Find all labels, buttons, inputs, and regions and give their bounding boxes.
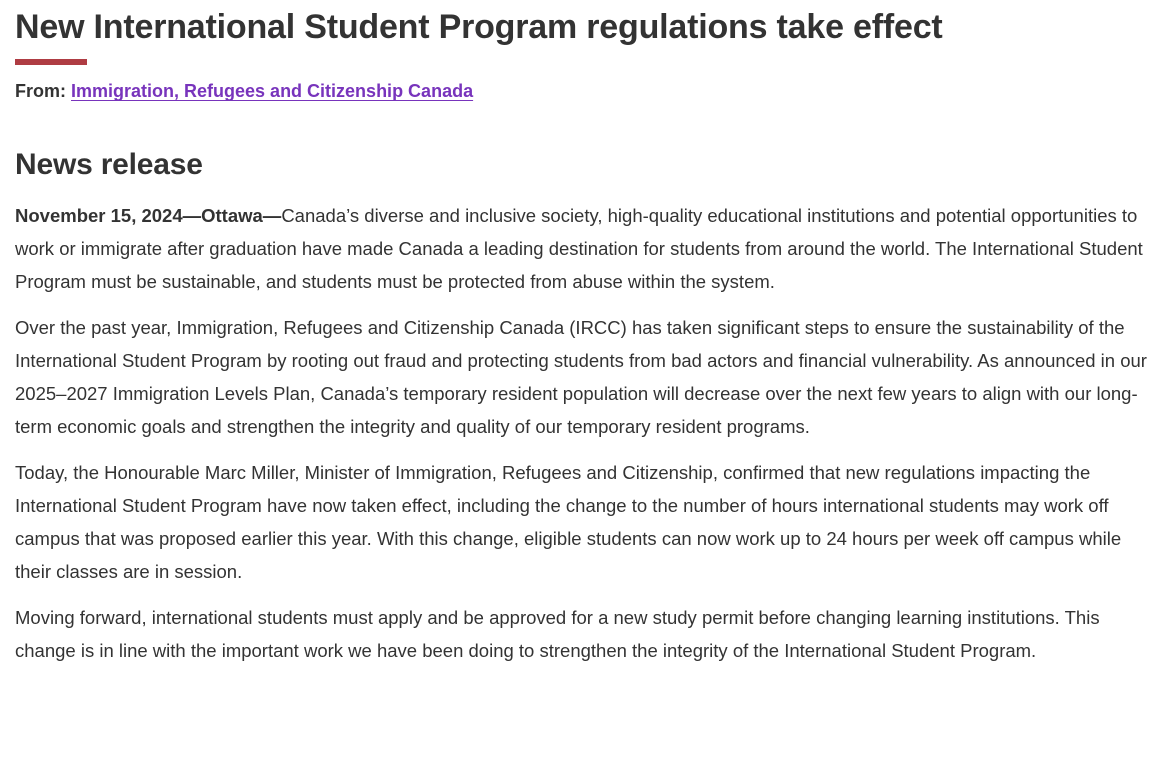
- from-label: From:: [15, 81, 66, 102]
- from-line: [15, 80, 1150, 103]
- title-accent-bar: [15, 59, 87, 65]
- department-link[interactable]: Immigration, Refugees and Citizenship Canada: [71, 81, 474, 102]
- paragraph-intro-text: Canada’s diverse and inclusive society, high-quality educational institutions and potential opportunities to work or immigrate after graduation have made Canada a leading destination for students from around the world. The International Student Program must be sustainable, and students must be protected from abuse within the system.: [15, 205, 1143, 293]
- page-title: New International Student Program regulations take effect: [15, 8, 943, 46]
- news-release-page: [0, 9, 1165, 667]
- paragraph-study-permit: Moving forward, international students must apply and be approved for a new study permit before changing learning institutions. This change is in line with the important work we have been doing to strengthen the integrity of the International Student Program.: [15, 607, 1100, 662]
- paragraph-sustainability: Over the past year, Immigration, Refugees and Citizenship Canada (IRCC) has taken significant steps to ensure the sustainability of the International Student Program by rooting out fraud and protecting students from bad actors and financial vulnerability. As announced in our 2025–2027 Immigration Levels Plan, Canada’s temporary resident population will decrease over the next few years to align with our long-term economic goals and strengthen the integrity and quality of our temporary resident programs.: [15, 317, 1147, 438]
- dateline: November 15, 2024—Ottawa—: [15, 205, 282, 227]
- paragraph-intro: [15, 199, 1150, 298]
- news-release-heading: News release: [15, 147, 203, 181]
- paragraph-regulations: Today, the Honourable Marc Miller, Minister of Immigration, Refugees and Citizenship, confirmed that new regulations impacting the International Student Program have now taken effect, including the change to the number of hours international students may work off campus that was proposed earlier this year. With this change, eligible students can now work up to 24 hours per week off campus while their classes are in session.: [15, 462, 1122, 583]
